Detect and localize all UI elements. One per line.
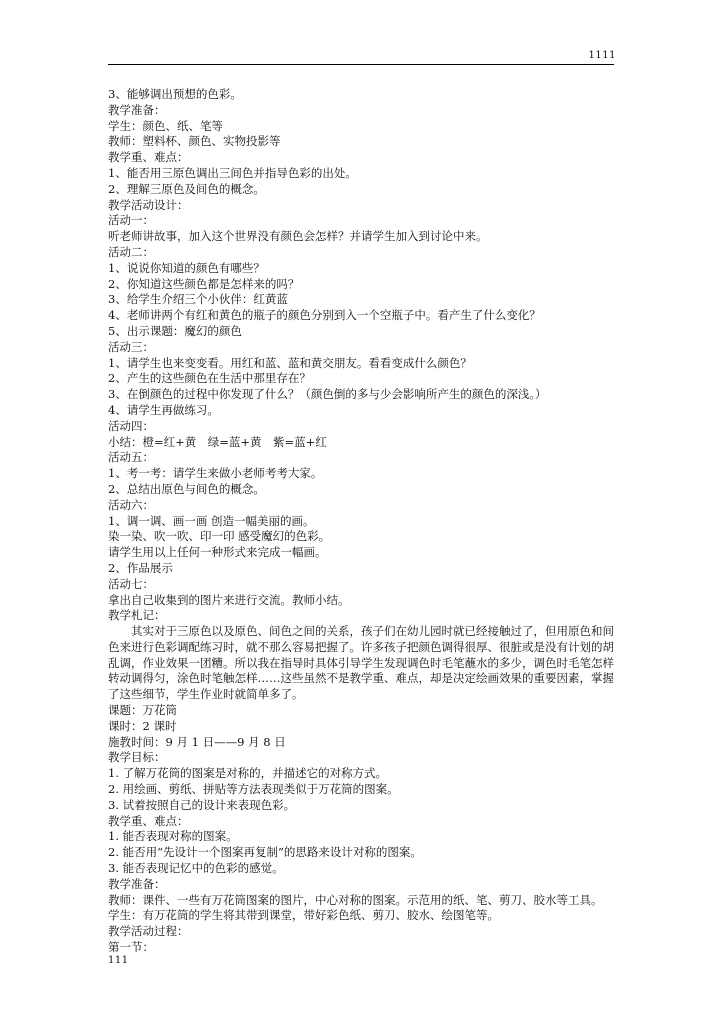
text-line: 课题：万花筒 (108, 703, 177, 718)
text-line: 活动一： (108, 213, 154, 228)
text-line: 2、理解三原色及间色的概念。 (108, 181, 265, 196)
text-line: 3、在倒颜色的过程中你发现了什么？（颜色倒的多与少会影响所产生的颜色的深浅。） (108, 387, 547, 402)
teaching-reflection-paragraph: 其实对于三原色以及原色、间色之间的关系，孩子们在幼儿园时就已经接触过了，但用原色和间色来进行色彩调配练习时，就不那么容易把握了。许多孩子把颜色调得很厚、很脏或是没有计划的胡乱调，作业效果一团糟。所以我在指导时具体引导学生发现调色时毛笔蘸水的多少，调色时毛笔怎样转动调得匀，涂色时笔触怎样……这些虽然不是教学重、难点，却是决定绘画效果的重要因素，掌握了这些细节，学生作业时就简单多了。 (108, 624, 614, 702)
text-line: 1、请学生也来变变看。用红和蓝、蓝和黄交朋友。看看变成什么颜色？ (108, 355, 472, 370)
header-page-number: 1111 (588, 50, 616, 61)
text-line: 3、给学生介绍三个小伙伴：红黄蓝 (108, 292, 288, 307)
text-line: 教学重、难点： (108, 813, 189, 828)
lesson-plan-kaleidoscope-tail (108, 908, 614, 955)
text-line: 听老师讲故事，加入这个世界没有颜色会怎样？并请学生加入到讨论中来。 (108, 229, 488, 244)
text-line: 学生：颜色、纸、笔等 (108, 118, 223, 133)
text-line: 3. 试着按照自己的设计来表现色彩。 (108, 797, 296, 812)
teacher-preparation-text: 教师：课件、一些有万花筒图案的图片，中心对称的图案。示范用的纸、笔、剪刀、胶水等工具。 (108, 892, 603, 907)
text-line: 教学札记： (108, 608, 166, 623)
lesson-plan-color-section (108, 87, 614, 624)
text-line: 第一节： (108, 940, 154, 955)
text-line: 活动三： (108, 339, 154, 354)
header-rule (108, 64, 614, 65)
text-line: 教学目标： (108, 750, 166, 765)
text-line: 1、能否用三原色调出三间色并指导色彩的出处。 (108, 165, 357, 180)
text-line: 施教时间：9 月 1 日——9 月 8 日 (108, 734, 286, 749)
text-line: 染一染、吹一吹、印一印 感受魔幻的色彩。 (108, 529, 331, 544)
text-line: 教师：塑料杯、颜色、实物投影等 (108, 134, 281, 149)
text-line: 活动二： (108, 244, 154, 259)
text-line: 小结：橙=红+黄 绿=蓝+黄 紫=蓝+红 (108, 434, 327, 449)
text-line: 教学活动设计： (108, 197, 189, 212)
text-line: 教学准备： (108, 102, 166, 117)
text-line: 教学活动过程： (108, 924, 189, 939)
text-line: 1、调一调、画一画 创造一幅美丽的画。 (108, 513, 315, 528)
text-line: 活动四： (108, 418, 154, 433)
text-line: 活动五： (108, 450, 154, 465)
text-line: 活动七： (108, 576, 154, 591)
text-line: 3、能够调出预想的色彩。 (108, 87, 242, 101)
text-line: 5、出示课题：魔幻的颜色 (108, 323, 242, 338)
text-line: 2. 用绘画、剪纸、拼贴等方法表现类似于万花筒的图案。 (108, 782, 399, 797)
text-line: 拿出自己收集到的图片来进行交流。教师小结。 (108, 592, 350, 607)
text-line: 1. 能否表现对称的图案。 (108, 829, 238, 844)
text-line: 1、考一考：请学生来做小老师考考大家。 (108, 466, 323, 481)
text-line: 3. 能否表现记忆中的色彩的感觉。 (108, 861, 284, 876)
text-line: 教学准备： (108, 876, 166, 891)
text-line: 4、请学生再做练习。 (108, 402, 219, 417)
text-line: 2、作品展示 (108, 560, 173, 575)
text-line: 2、产生的这些颜色在生活中那里存在？ (108, 371, 311, 386)
text-line: 学生：有万花筒的学生将其带到课堂，带好彩色纸、剪刀、胶水、绘图笔等。 (108, 908, 499, 923)
text-line: 2、你知道这些颜色都是怎样来的吗？ (108, 276, 300, 291)
text-line: 教学重、难点： (108, 150, 189, 165)
lesson-plan-kaleidoscope-section (108, 703, 614, 893)
text-line: 2. 能否用“先设计一个图案再复制”的思路来设计对称的图案。 (108, 845, 422, 860)
footer-page-number: 111 (108, 955, 129, 966)
text-line: 1. 了解万花筒的图案是对称的，并描述它的对称方式。 (108, 766, 388, 781)
text-line: 4、老师讲两个有红和黄色的瓶子的颜色分别到入一个空瓶子中。看产生了什么变化？ (108, 308, 541, 323)
document-body (108, 87, 614, 956)
text-line: 活动六： (108, 497, 154, 512)
text-line: 请学生用以上任何一种形式来完成一幅画。 (108, 545, 327, 560)
text-line: 1、说说你知道的颜色有哪些？ (108, 260, 265, 275)
text-line: 课时：2 课时 (108, 718, 177, 733)
text-line: 2、总结出原色与间色的概念。 (108, 481, 265, 496)
